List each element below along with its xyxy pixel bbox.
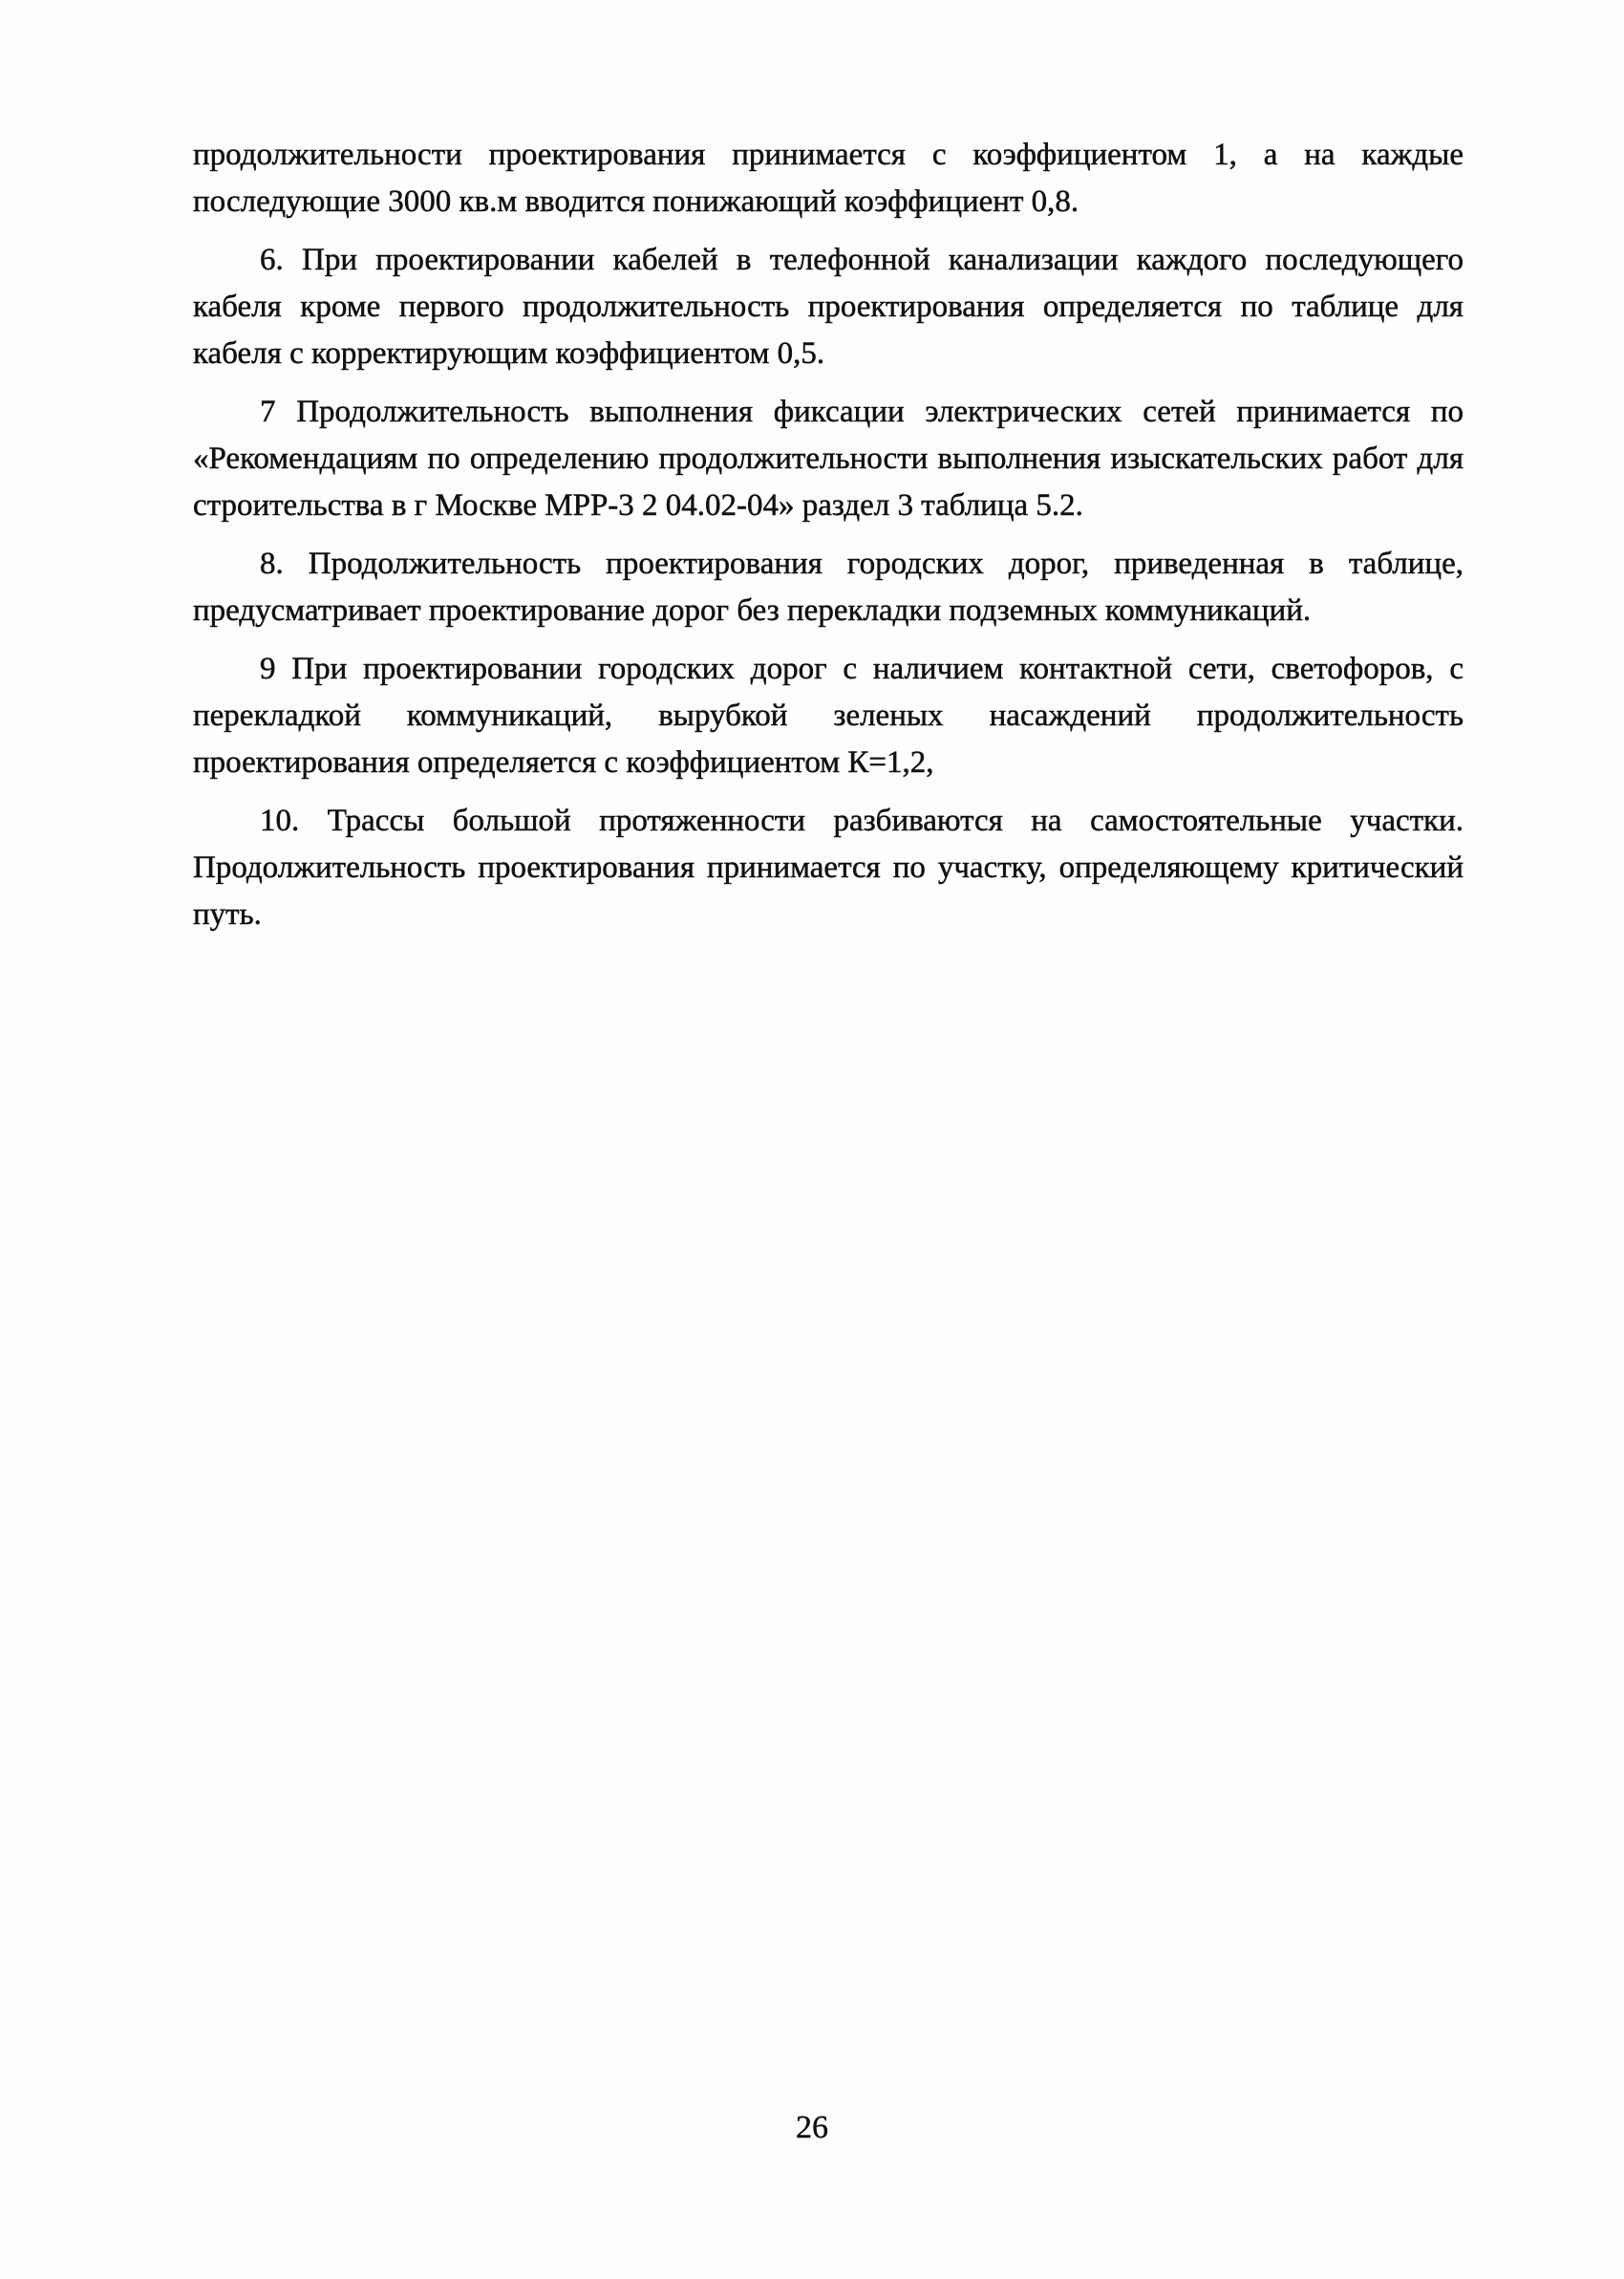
- paragraph-continuation: продолжительности проектирования принимается с коэффициентом 1, а на каждые последующие 3000 кв.м вводится понижающий коэффициент 0,8.: [193, 138, 1464, 219]
- paragraph-item-7: 7 Продолжительность выполнения фиксации электрических сетей принимается по «Рекомендациям по определению продолжительности выполнения изыскательских работ для строительства в г Москве МРР-3 2 04.02-04» раздел 3 таблица 5.2.: [193, 395, 1464, 523]
- paragraph-item-8: 8. Продолжительность проектирования городских дорог, приведенная в таблице, предусматривает проектирование дорог без перекладки подземных коммуникаций.: [193, 547, 1464, 628]
- paragraph-item-9: 9 При проектировании городских дорог с наличием контактной сети, светофоров, с перекладкой коммуникаций, вырубкой зеленых насаждений продолжительность проектирования определяется с коэффициентом К=1,2,: [193, 652, 1464, 780]
- page-number: 26: [796, 2110, 828, 2145]
- paragraph-item-6: 6. При проектировании кабелей в телефонной канализации каждого последующего кабеля кроме первого продолжительность проектирования определяется по таблице для кабеля с корректирующим коэффициентом 0,5.: [193, 243, 1464, 371]
- body-text: [193, 132, 1464, 950]
- paragraph-item-10: 10. Трассы большой протяженности разбиваются на самостоятельные участки. Продолжительность проектирования принимается по участку, определяющему критический путь.: [193, 804, 1464, 932]
